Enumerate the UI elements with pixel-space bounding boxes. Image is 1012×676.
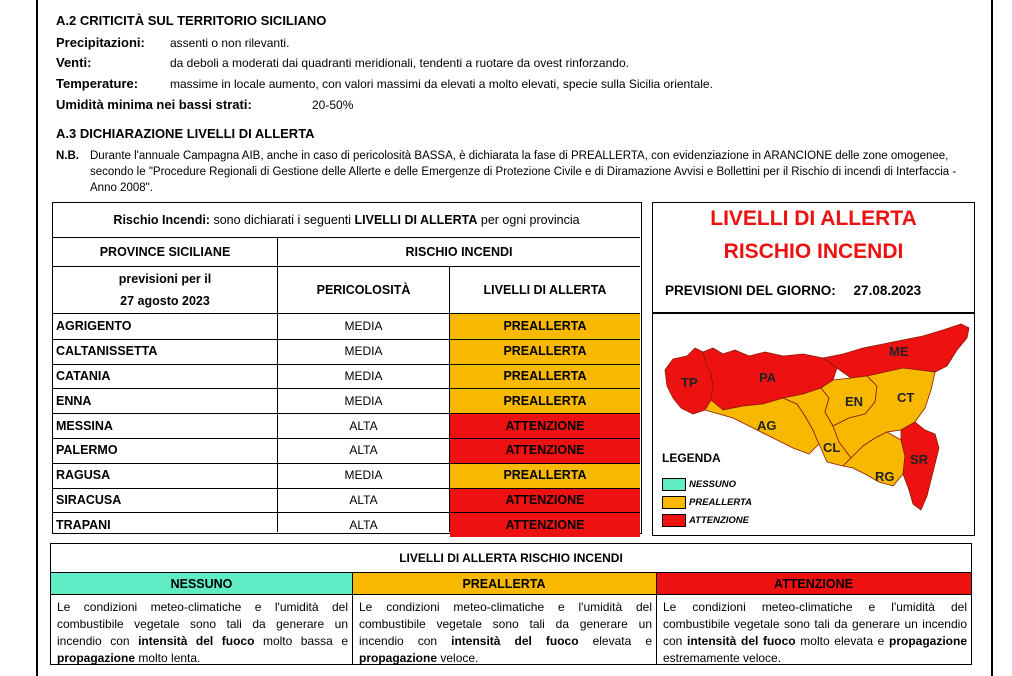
a2-row-precipitazioni xyxy=(56,35,290,50)
alert-level-cell: ATTENZIONE xyxy=(450,438,640,463)
pericolosita-value: MEDIA xyxy=(344,344,383,359)
legend-item-preallerta: PREALLERTA xyxy=(662,493,752,511)
pericolosita-value: MEDIA xyxy=(344,393,383,408)
map-previsioni xyxy=(665,283,921,298)
header-livelli: LIVELLI DI ALLERTA xyxy=(483,283,607,297)
alert-level-cell: PREALLERTA xyxy=(450,388,640,413)
section-a2-title: A.2 CRITICITÀ SUL TERRITORIO SICILIANO xyxy=(56,13,327,28)
divider xyxy=(53,488,640,489)
province-risk-table xyxy=(52,202,642,534)
label-me: ME xyxy=(889,344,909,359)
alert-level-cell: PREALLERTA xyxy=(450,339,640,364)
alert-levels-table xyxy=(50,543,972,665)
province-name: CATANIA xyxy=(56,368,111,383)
map-legend xyxy=(662,475,752,529)
a2-label: Umidità minima nei bassi strati: xyxy=(56,97,252,112)
label-tp: TP xyxy=(681,375,698,390)
map-prev-label: PREVISIONI DEL GIORNO: xyxy=(665,283,836,298)
province-name: CALTANISSETTA xyxy=(56,344,158,359)
pericolosita-value: ALTA xyxy=(349,443,378,458)
divider xyxy=(53,364,640,365)
previsioni-date: 27 agosto 2023 xyxy=(120,294,210,308)
section-a3-title: A.3 DICHIARAZIONE LIVELLI DI ALLERTA xyxy=(56,126,315,141)
alert-levels-title: LIVELLI DI ALLERTA RISCHIO INCENDI xyxy=(399,551,623,565)
legend-swatch xyxy=(662,496,686,509)
pericolosita-value: MEDIA xyxy=(344,319,383,334)
map-prev-date: 27.08.2023 xyxy=(853,283,922,298)
level-attenzione-header: ATTENZIONE xyxy=(656,572,971,594)
pericolosita-value: ALTA xyxy=(349,492,378,507)
legend-swatch xyxy=(662,478,686,491)
a2-value: 20-50% xyxy=(312,98,354,112)
header-previsioni xyxy=(53,267,277,313)
alert-level-cell: PREALLERTA xyxy=(450,463,640,488)
divider xyxy=(53,512,640,513)
previsioni-line1: previsioni per il xyxy=(118,272,212,286)
a2-value: assenti o non rilevanti. xyxy=(170,36,290,50)
level-preallerta-header: PREALLERTA xyxy=(352,572,656,594)
level-nessuno-header: NESSUNO xyxy=(51,572,352,594)
divider xyxy=(53,388,640,389)
a2-value: da deboli a moderati dai quadranti meridionali, tendenti a ruotare da ovest rinforzando. xyxy=(170,56,629,70)
pericolosita-value: ALTA xyxy=(349,517,378,532)
alert-level-cell: ATTENZIONE xyxy=(450,488,640,513)
page-frame-left xyxy=(36,0,38,676)
alert-level-cell: ATTENZIONE xyxy=(450,512,640,537)
nb-note xyxy=(56,148,976,196)
level-preallerta-description: Le condizioni meteo-climatiche e l'umidità del combustibile vegetale sono tali da generare un incendio con intensità del fuoco elevata e propagazione veloce. xyxy=(359,600,652,665)
divider xyxy=(53,438,640,439)
legend-swatch xyxy=(662,514,686,527)
divider xyxy=(53,463,640,464)
level-nessuno-description: Le condizioni meteo-climatiche e l'umidità del combustibile vegetale sono tali da generare un incendio con intensità del fuoco molto bassa e propagazione molto lenta. xyxy=(57,600,349,665)
label-ct: CT xyxy=(897,390,915,405)
a2-label: Precipitazioni: xyxy=(56,35,145,50)
province-name: RAGUSA xyxy=(56,468,111,483)
a2-label: Venti: xyxy=(56,55,92,70)
label-en: EN xyxy=(845,394,864,409)
label-pa: PA xyxy=(759,370,777,385)
legend-item-attenzione: ATTENZIONE xyxy=(662,511,752,529)
a2-row-umidita xyxy=(56,97,354,112)
header-province: PROVINCE SICILIANE xyxy=(99,245,231,259)
province-name: ENNA xyxy=(56,393,92,408)
alert-level-cell: PREALLERTA xyxy=(450,364,640,389)
a2-row-venti xyxy=(56,55,629,70)
legend-title: LEGENDA xyxy=(662,451,721,465)
a2-row-temperature xyxy=(56,76,713,91)
pericolosita-value: MEDIA xyxy=(344,368,383,383)
a2-value: massime in locale aumento, con valori massimi da elevati a molto elevati, specie sulla Sicilia orientale. xyxy=(170,77,713,91)
label-rg: RG xyxy=(875,469,895,484)
pericolosita-value: ALTA xyxy=(349,418,378,433)
province-name: TRAPANI xyxy=(56,517,111,532)
province-name: PALERMO xyxy=(56,443,118,458)
page-frame-right xyxy=(991,0,993,676)
header-pericolosita: PERICOLOSITÀ xyxy=(316,283,411,297)
province-name: MESSINA xyxy=(56,418,113,433)
divider xyxy=(53,413,640,414)
map-title-2: RISCHIO INCENDI xyxy=(723,240,904,263)
divider xyxy=(53,339,640,340)
nb-label: N.B. xyxy=(56,150,79,162)
alert-level-cell: PREALLERTA xyxy=(450,314,640,339)
map-title-1: LIVELLI DI ALLERTA xyxy=(710,207,917,230)
province-name: SIRACUSA xyxy=(56,492,122,507)
province-name: AGRIGENTO xyxy=(56,319,132,334)
label-sr: SR xyxy=(910,452,929,467)
map-panel xyxy=(652,202,975,536)
label-cl: CL xyxy=(823,440,841,455)
pericolosita-value: MEDIA xyxy=(344,468,383,483)
legend-item-nessuno: NESSUNO xyxy=(662,475,752,493)
header-rischio: RISCHIO INCENDI xyxy=(405,245,513,259)
nb-text: Durante l'annuale Campagna AIB, anche in caso di pericolosità BASSA, è dichiarata la fase di PREALLERTA, con evidenziazione in ARANCIONE delle zone omogenee, secondo le "Procedure Regionali di Gestione delle Allerte e delle Emergenze di Protezione Civile e di Diramazione Avvisi e Bollettini per il Rischio di incendi di Interfaccia - Anno 2008". xyxy=(90,150,957,194)
label-ag: AG xyxy=(757,418,777,433)
table-intro: Rischio Incendi: sono dichiarati i seguenti LIVELLI DI ALLERTA per ogni provincia xyxy=(113,213,580,227)
a2-label: Temperature: xyxy=(56,76,139,91)
level-attenzione-description: Le condizioni meteo-climatiche e l'umidità del combustibile vegetale sono tali da generare un incendio con intensità del fuoco molto elevata e propagazione estremamente veloce. xyxy=(663,600,967,665)
alert-level-cell: ATTENZIONE xyxy=(450,413,640,438)
